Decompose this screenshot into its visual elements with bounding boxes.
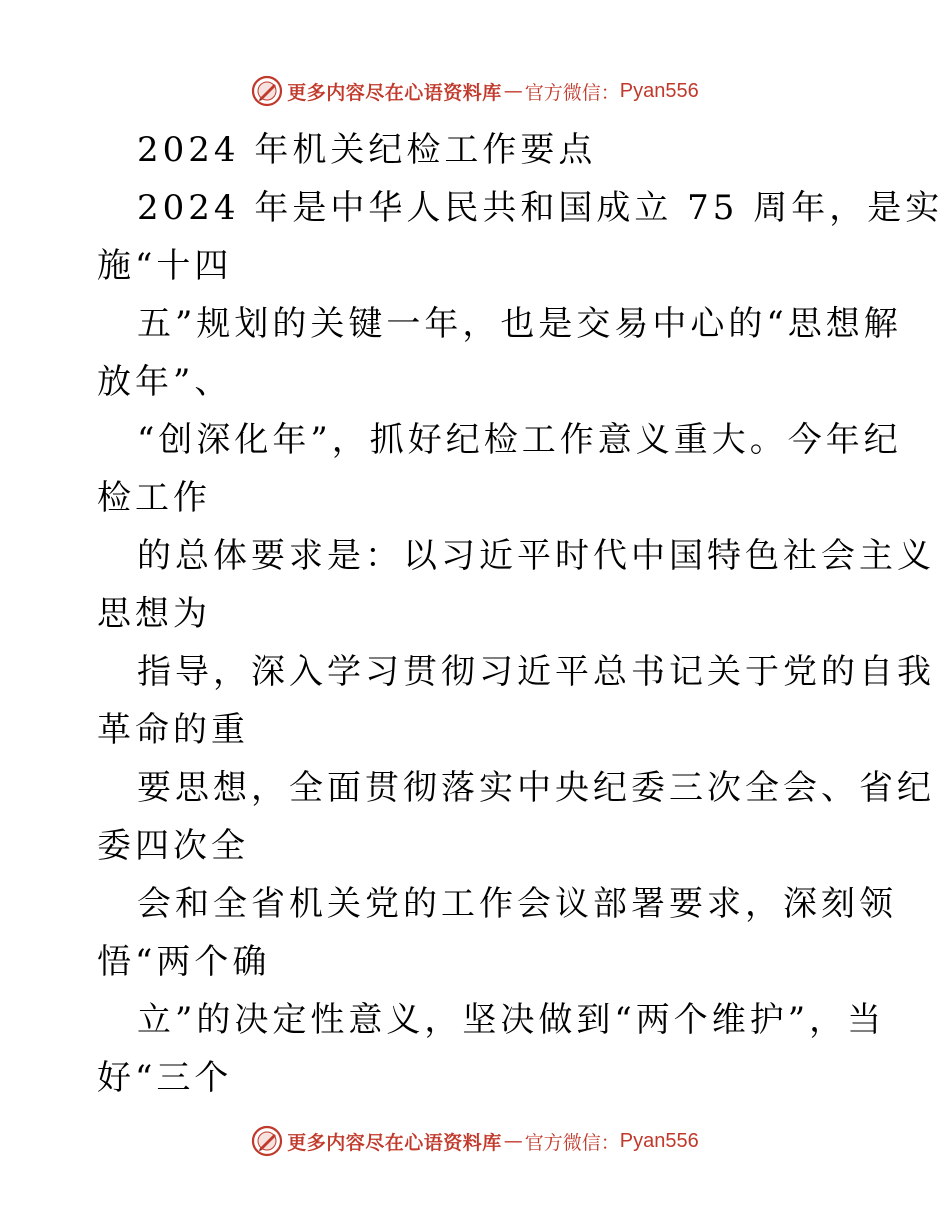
body-line: 好“三个 — [97, 1058, 233, 1098]
banner-separator: — — [503, 80, 523, 102]
banner-wechat-label: 官方微信： — [524, 81, 620, 104]
document-title: 2024 年机关纪检工作要点 — [137, 130, 597, 170]
body-line: 会和全省机关党的工作会议部署要求，深刻领 — [137, 884, 897, 924]
banner-wechat-id: Pyan556 — [619, 79, 699, 102]
body-line: 五”规划的关键一年，也是交易中心的“思想解 — [137, 304, 902, 344]
body-line: 悟“两个确 — [97, 942, 271, 982]
body-line: 检工作 — [97, 478, 211, 518]
body-line: 放年”、 — [97, 362, 233, 402]
body-line: 委四次全 — [97, 826, 249, 866]
body-line: 立”的决定性意义，坚决做到“两个维护”，当 — [137, 1000, 886, 1040]
body-line: 要思想，全面贯彻落实中央纪委三次全会、省纪 — [137, 768, 935, 808]
pen-seal-icon — [251, 75, 283, 107]
pen-seal-icon — [251, 1125, 283, 1157]
body-line: 施“十四 — [97, 246, 233, 286]
document-body — [97, 121, 944, 1107]
body-line: “创深化年”，抓好纪检工作意义重大。今年纪 — [137, 420, 902, 460]
body-line: 思想为 — [97, 594, 211, 634]
footer-watermark-banner — [0, 1121, 950, 1161]
banner-main-text: 更多内容尽在心语资料库 — [287, 81, 502, 104]
banner-separator: — — [503, 1130, 523, 1152]
body-line: 指导，深入学习贯彻习近平总书记关于党的自我 — [137, 652, 935, 692]
body-line: 2024 年是中华人民共和国成立 75 周年，是实 — [137, 188, 944, 228]
body-line: 的总体要求是：以习近平时代中国特色社会主义 — [137, 536, 935, 576]
banner-main-text: 更多内容尽在心语资料库 — [287, 1131, 502, 1154]
header-watermark-banner — [0, 71, 950, 111]
banner-wechat-id: Pyan556 — [619, 1129, 699, 1152]
body-line: 革命的重 — [97, 710, 249, 750]
banner-wechat-label: 官方微信： — [524, 1131, 620, 1154]
